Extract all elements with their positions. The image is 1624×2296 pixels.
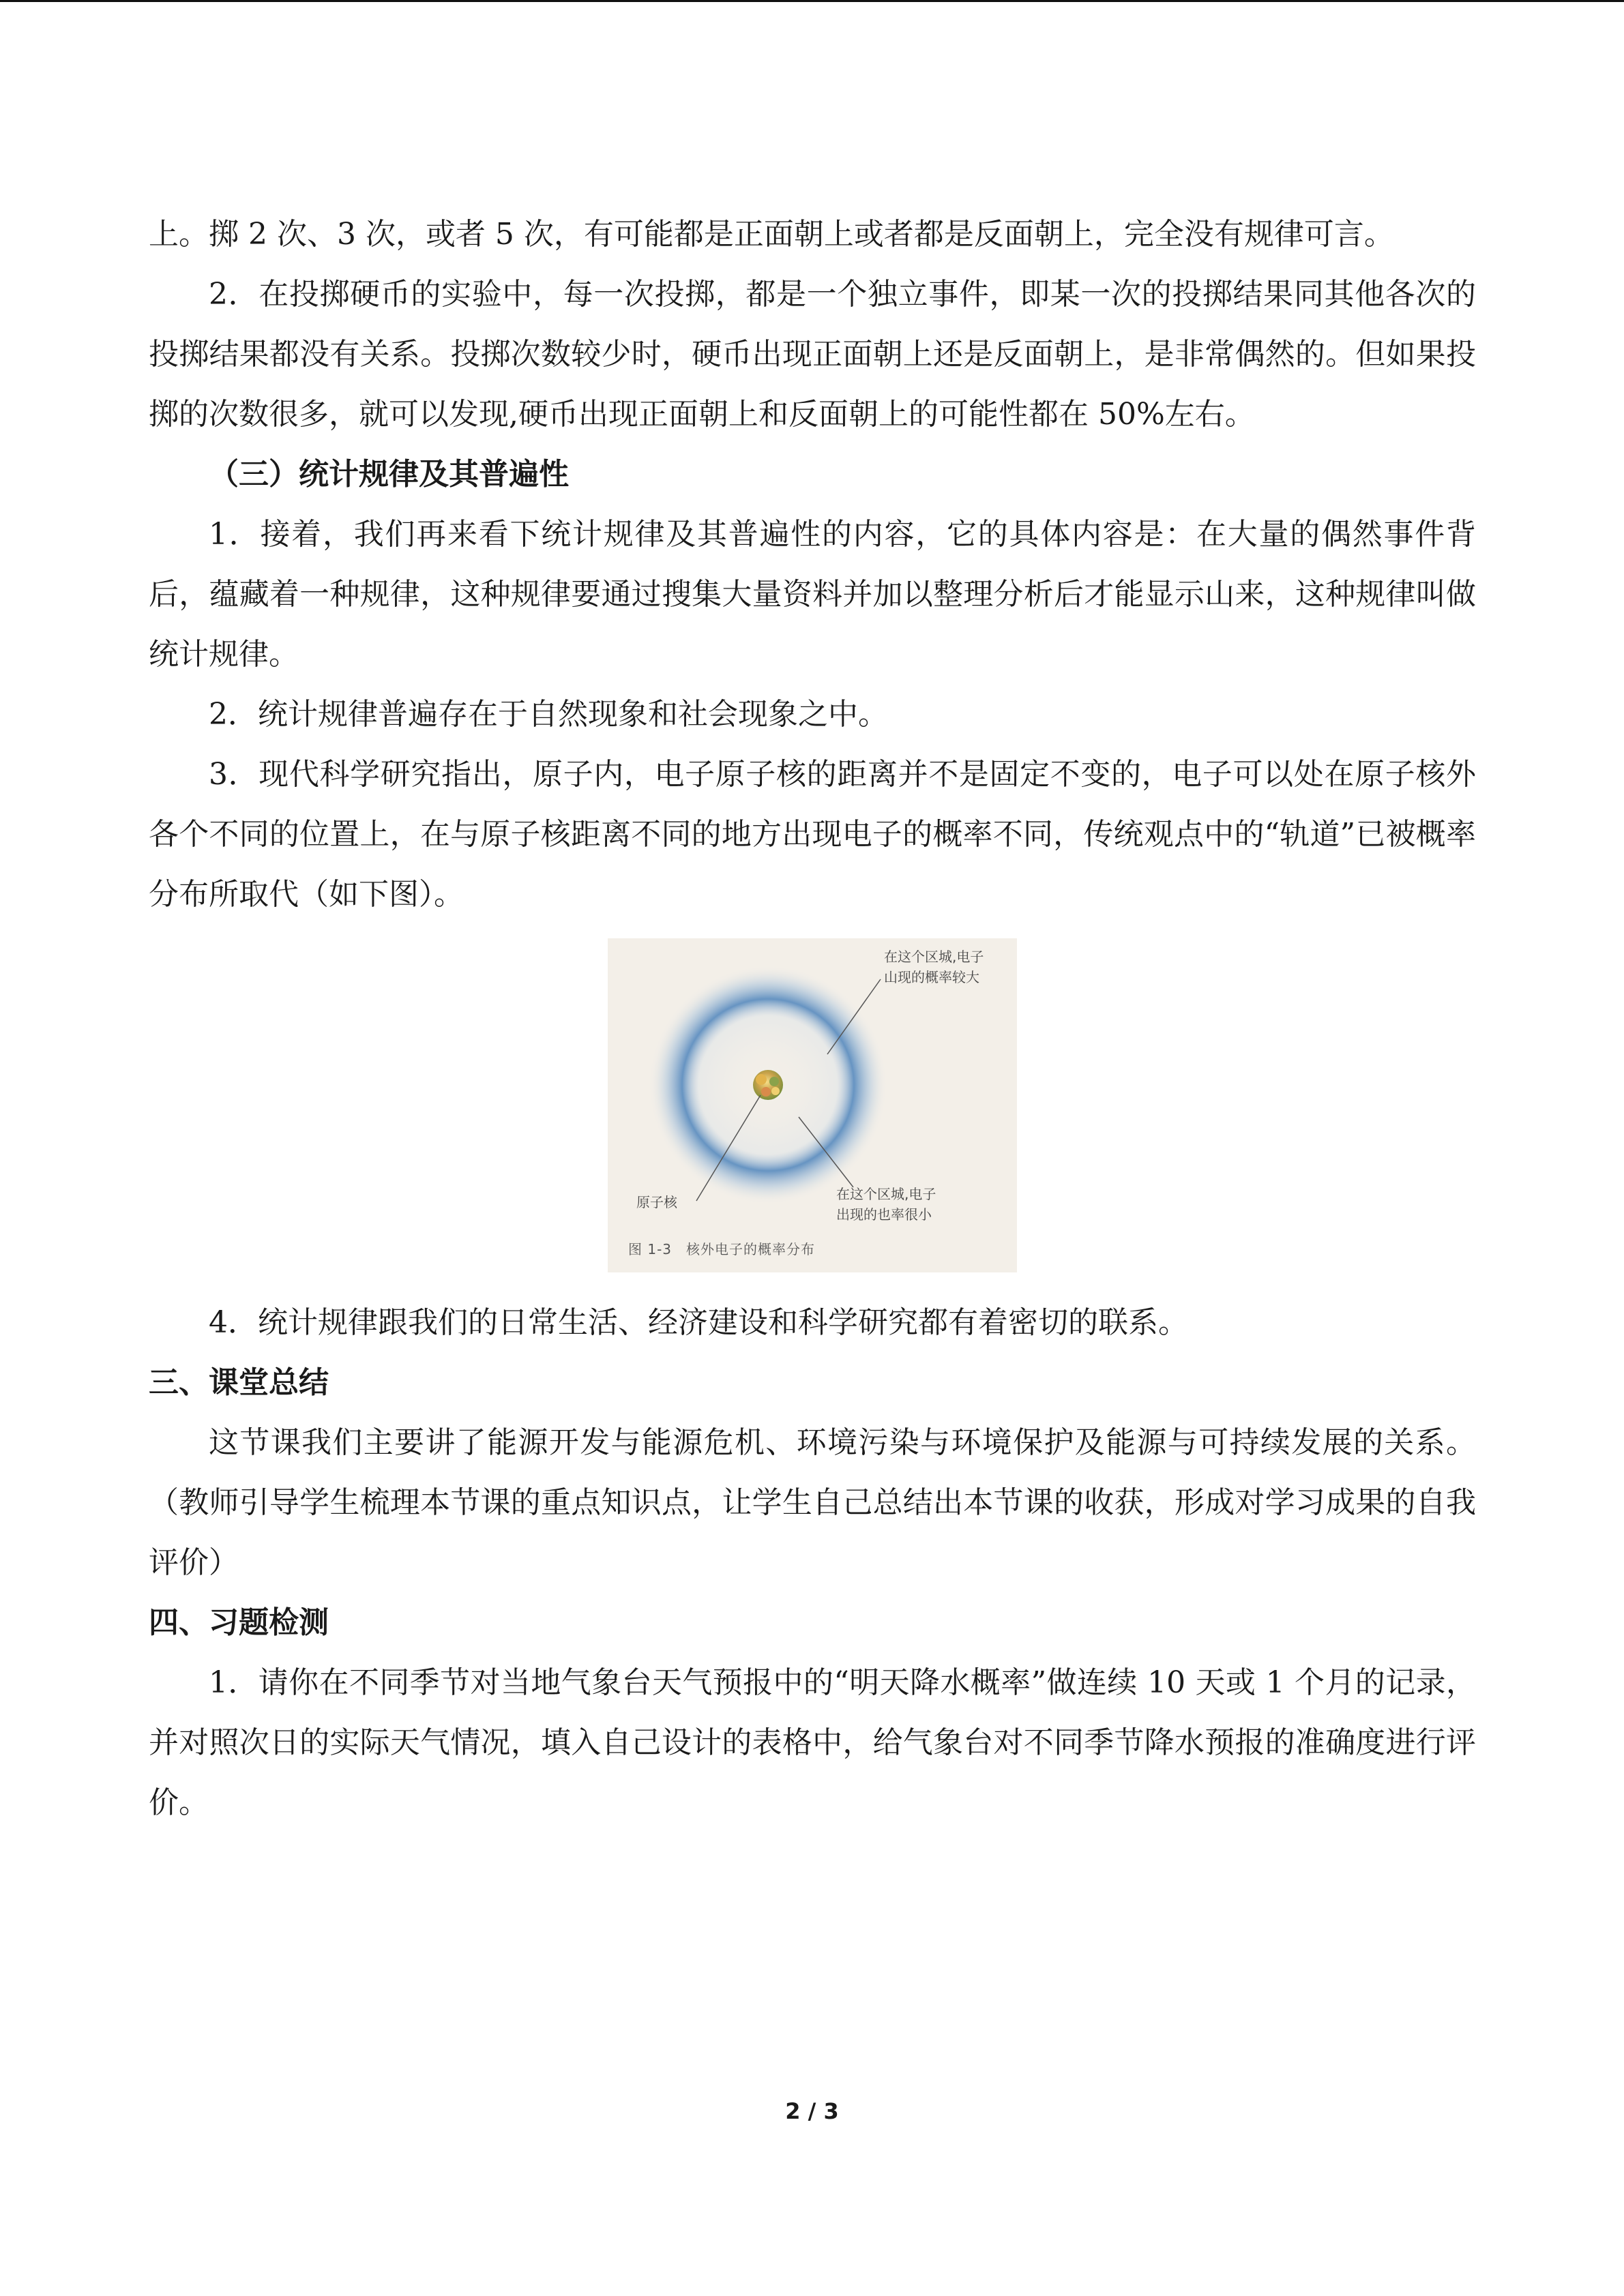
section-heading: 四、习题检测 xyxy=(149,1605,329,1640)
paragraph: 这节课我们主要讲了能源开发与能源危机、环境污染与环境保护及能源与可持续发展的关系。（教师引导学生梳理本节课的重点知识点，让学生自己总结出本节课的收获，形成对学习成果的自我评价） xyxy=(149,1425,1476,1580)
paragraph: 上。掷 2 次、3 次，或者 5 次，有可能都是正面朝上或者都是反面朝上，完全没有规律可言。 xyxy=(149,217,1394,252)
document-body xyxy=(149,205,1476,1833)
page-number: 2 / 3 xyxy=(785,2098,839,2124)
paragraph: 1．请你在不同季节对当地气象台天气预报中的“明天降水概率”做连续 10 天或 1 个月的记录，并对照次日的实际天气情况，填入自己设计的表格中，给气象台对不同季节降水预报的准确度进行评价。 xyxy=(149,1665,1476,1820)
paragraph: 4．统计规律跟我们的日常生活、经济建设和科学研究都有着密切的联系。 xyxy=(209,1305,1188,1340)
label-nucleus: 原子核 xyxy=(636,1194,677,1210)
paragraph: 3．现代科学研究指出，原子内，电子原子核的距离并不是固定不变的，电子可以处在原子核外各个不同的位置上，在与原子核距离不同的地方出现电子的概率不同，传统观点中的“轨道”已被概率分布所取代（如下图）。 xyxy=(149,757,1476,912)
figure-container xyxy=(149,938,1476,1272)
electron-probability-figure xyxy=(608,938,1017,1272)
top-border-line xyxy=(0,0,1624,2)
label-high-probability: 在这个区城,电子 山现的概率较大 xyxy=(884,949,984,985)
section-subheading: （三）统计规律及其普遍性 xyxy=(209,457,569,492)
label-low-probability: 在这个区城,电子 出现的也率很小 xyxy=(836,1186,936,1223)
paragraph: 1．接着，我们再来看下统计规律及其普遍性的内容，它的具体内容是：在大量的偶然事件背后，蕴藏着一种规律，这种规律要通过搜集大量资料并加以整理分析后才能显示山来，这种规律叫做统计规律。 xyxy=(149,517,1476,672)
section-heading: 三、课堂总结 xyxy=(149,1365,329,1400)
nucleus xyxy=(753,1070,783,1100)
atom-diagram xyxy=(608,938,1017,1272)
paragraph: 2．统计规律普遍存在于自然现象和社会现象之中。 xyxy=(209,697,888,732)
paragraph: 2．在投掷硬币的实验中，每一次投掷，都是一个独立事件，即某一次的投掷结果同其他各次的投掷结果都没有关系。投掷次数较少时，硬币出现正面朝上还是反面朝上，是非常偶然的。但如果投掷的次数很多，就可以发现,硬币出现正面朝上和反面朝上的可能性都在 50%左右。 xyxy=(149,277,1476,432)
figure-caption: 图 1-3 核外电子的概率分布 xyxy=(628,1241,816,1257)
